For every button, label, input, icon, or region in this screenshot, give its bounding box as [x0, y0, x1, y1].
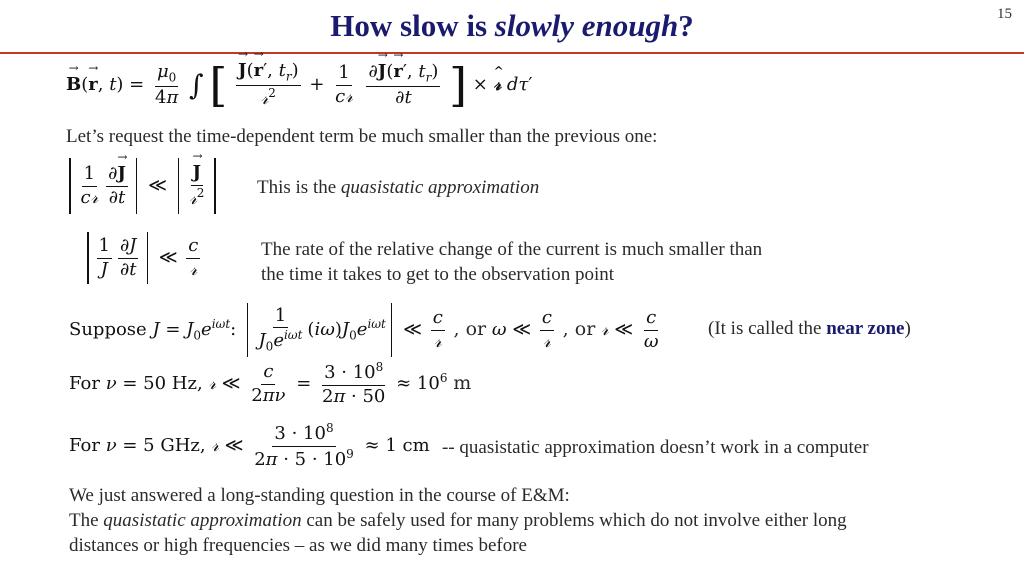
- near-zone-note: [708, 318, 911, 340]
- near-zone-term: near zone: [826, 318, 905, 339]
- result-cm: 1 cm: [385, 435, 430, 456]
- title-prefix: How slow is: [330, 8, 495, 43]
- conclusion-prefix: The: [69, 510, 104, 531]
- unit-meters: m: [453, 372, 472, 394]
- conclusion-emphasis: quasistatic approximation: [103, 510, 302, 531]
- qs-emphasis: quasistatic approximation: [340, 177, 540, 198]
- conclusion-line-1: We just answered a long-standing question in the course of E&M:: [69, 485, 570, 506]
- freq-5ghz: 5 GHz,: [143, 435, 206, 456]
- for-label-1: For: [69, 373, 100, 394]
- or-label-1: , or: [453, 318, 487, 340]
- computer-note: -- quasistatic approximation doesn’t work in a computer: [442, 437, 869, 458]
- suppose-equation: Suppose $J = J_0e^{i\omega t}$: $\frac{1}{J_0e^{i\omega t}}$ $(i\omega)J_0e^{i\omega t}$ ≪ $\frac{c}{\text{𝓇}}$ , or ω ≪ $\frac{c}{\text{𝓇}}$ , or 𝓇 ≪ $\frac{c}{\omega}$: [69, 303, 664, 357]
- request-text: Let’s request the time-dependent term be much smaller than the previous one:: [66, 126, 658, 147]
- conclusion-line-2: [69, 510, 847, 532]
- title-emphasis: slowly enough: [494, 8, 679, 43]
- rate-line-2: the time it takes to get to the observation point: [261, 264, 615, 285]
- near-prefix: (It is called the: [708, 318, 827, 339]
- quasistatic-inequality: $\frac{1}{\text{c𝓇}}$ $\frac{\partial\to J}{\partial t}$ ≪ → $\frac{J}{𝓇^2}$: [64, 158, 221, 214]
- title-suffix: ?: [678, 8, 694, 43]
- conclusion-line-3: distances or high frequencies – as we did many times before: [69, 535, 527, 556]
- slide-title: [0, 8, 1024, 44]
- freq-50hz: 50 Hz,: [143, 373, 203, 394]
- conclusion-suffix: can be safely used for many problems which do not involve either long: [301, 510, 847, 531]
- slide-number: 15: [997, 6, 1012, 22]
- estimate-50hz: For ν = 50 Hz, 𝓇 ≪ $\frac{c}{2\pi\nu}$ = $\frac{3 \cdot 10^8}{2\pi \cdot 50}$ ≈ $10^6$ m: [69, 360, 472, 407]
- quasistatic-label: [257, 177, 539, 199]
- field-equation: → B(→ r, t) = $\frac{\mu_0}{4\pi}$ ∫ [ → $\frac{J(\to r', t_r)}{𝓇^2}$ + $\frac{1}{\text{c𝓇}}$ $\frac{\partial\to J(\to r', t_r)}{\partial t}$ ] × ^ 𝓇 dτ′: [66, 60, 532, 110]
- qs-prefix: This is the: [257, 177, 341, 198]
- near-suffix: ): [904, 318, 911, 339]
- or-label-2: , or: [562, 318, 596, 340]
- estimate-5ghz: For ν = 5 GHz, 𝓇 ≪ $\frac{3 \cdot 10^8}{2\pi \cdot 5 \cdot 10^9}$ ≈ 1 cm: [69, 421, 430, 470]
- title-divider: [0, 52, 1024, 54]
- suppose-label: Suppose: [69, 319, 147, 340]
- for-label-2: For: [69, 435, 100, 456]
- rate-line-1: The rate of the relative change of the current is much smaller than: [261, 239, 763, 260]
- relative-change-inequality: $\frac{1}{J}$ $\frac{\partial J}{\partial t}$ ≪ $\frac{c}{\text{𝓇}}$: [82, 232, 203, 284]
